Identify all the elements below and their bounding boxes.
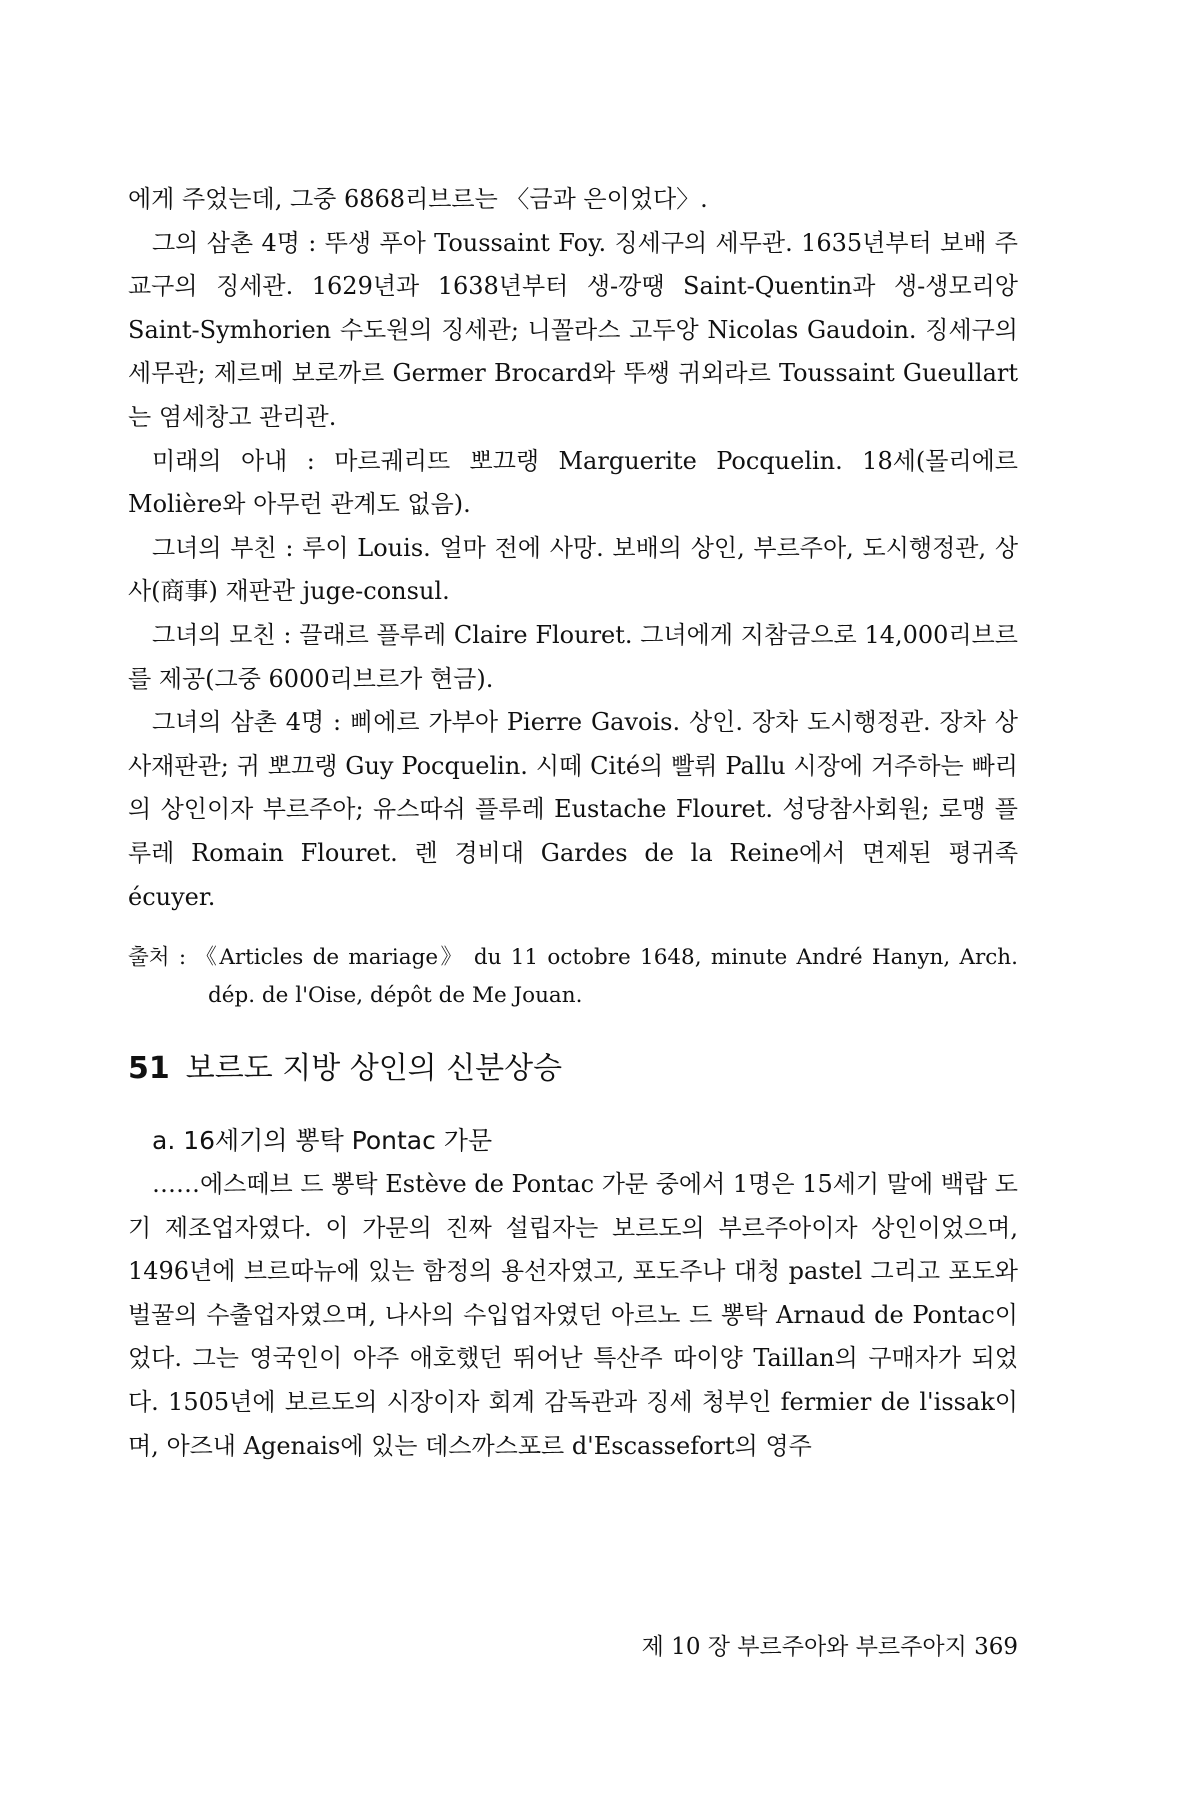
paragraph: ……에스떼브 드 뽕탁 Estève de Pontac 가문 중에서 1명은 15세기 말에 백랍 도기 제조업자였다. 이 가문의 진짜 설립자는 보르도의 부르주아이자 상인이었으며, 1496년에 브르따뉴에 있는 함정의 용선자였고, 포도주나 대청 pastel 그리고 포도와 벌꿀의 수출업자였으며, 나사의 수입업자였던 아르노 드 뽕탁 Arnaud de Pontac이었다. 그는 영국인이 아주 애호했던 뛰어난 특산주 따이양 Taillan의 구매자가 되었다. 1505년에 보르도의 시장이자 회계 감독관과 징세 청부인 fermier de l'issak이며, 아즈내 Agenais에 있는 데스까스포르 d'Escassefort의 영주: [128, 1170, 1018, 1460]
section-heading: [128, 1047, 1018, 1091]
section-title: 보르도 지방 상인의 신분상승: [185, 1051, 563, 1087]
paragraph: 그녀의 삼촌 4명 : 삐에르 가부아 Pierre Gavois. 상인. 장차 도시행정관. 장차 상사재판관; 귀 뽀끄랭 Guy Pocquelin. 시떼 Cité의 빨뤼 Pallu 시장에 거주하는 빠리의 상인이자 부르주아; 유스따쉬 플루레 Eustache Flouret. 성당참사회원; 로맹 플루레 Romain Flouret. 렌 경비대 Gardes de la Reine에서 면제된 평귀족 écuyer.: [128, 708, 1018, 911]
subsection-heading: a. 16세기의 뽕탁 Pontac 가문: [152, 1126, 493, 1156]
source-note: 출처 : 《Articles de mariage》 du 11 octobre 1648, minute André Hanyn, Arch. dép. de l'Oise, dépôt de Me Jouan.: [128, 945, 1018, 1009]
paragraph: 미래의 아내 : 마르궤리뜨 뽀끄랭 Marguerite Pocquelin. 18세(몰리에르 Molière와 아무런 관계도 없음).: [128, 446, 1018, 519]
paragraph: 그의 삼촌 4명 : 뚜생 푸아 Toussaint Foy. 징세구의 세무관. 1635년부터 보배 주교구의 징세관. 1629년과 1638년부터 생-깡땡 Saint-Quentin과 생-생모리앙 Saint-Symhorien 수도원의 징세관; 니꼴라스 고두앙 Nicolas Gaudoin. 징세구의 세무관; 제르메 보로까르 Germer Brocard와 뚜쌩 귀외라르 Toussaint Gueullart는 염세창고 관리관.: [128, 228, 1018, 431]
paragraph: 그녀의 모친 : 끌래르 플루레 Claire Flouret. 그녀에게 지참금으로 14,000리브르를 제공(그중 6000리브르가 현금).: [128, 620, 1018, 693]
page-footer: 제 10 장 부르주아와 부르주아지 369: [641, 1634, 1018, 1660]
paragraph: 에게 주었는데, 그중 6868리브르는 〈금과 은이었다〉.: [128, 185, 708, 213]
section-number: 51: [128, 1051, 170, 1087]
page-content: [128, 178, 1018, 1468]
paragraph: 그녀의 부친 : 루이 Louis. 얼마 전에 사망. 보배의 상인, 부르주아, 도시행정관, 상사(商事) 재판관 juge-consul.: [128, 533, 1018, 606]
